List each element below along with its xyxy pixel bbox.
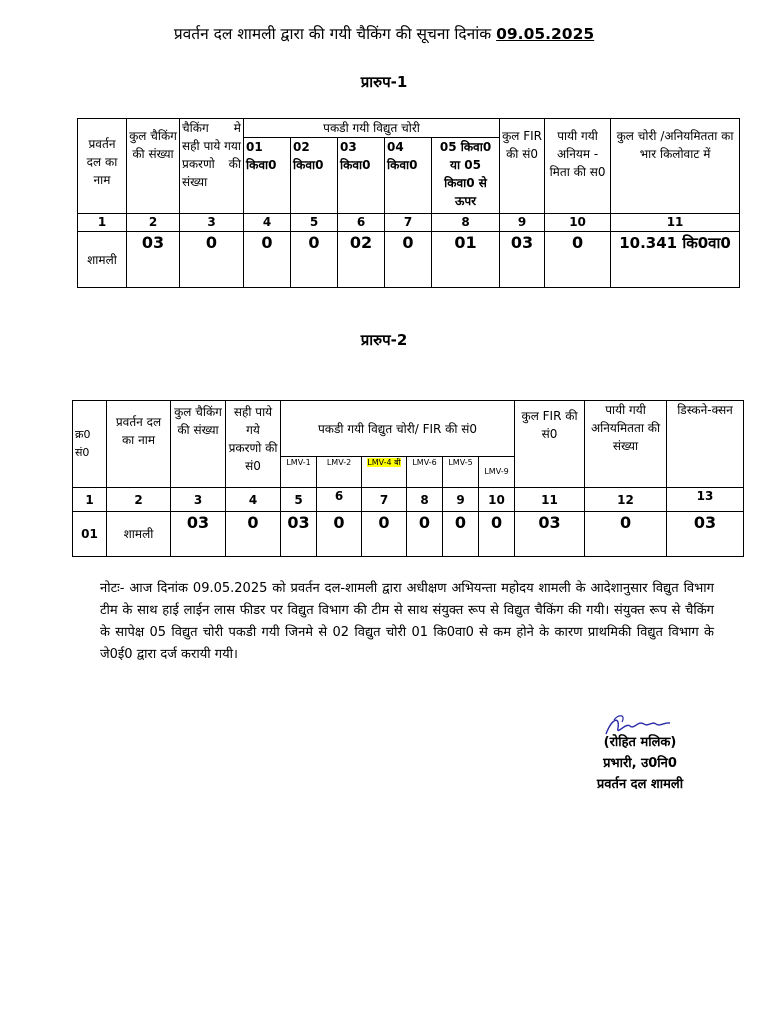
f1-cell: 03 [500, 232, 545, 288]
f1-cell: 0 [385, 232, 432, 288]
f2-num: 1 [73, 488, 107, 512]
f1-cell: 0 [291, 232, 338, 288]
f1-num: 11 [611, 214, 740, 232]
f2-header-total-fir: कुल FIR की सं0 [515, 401, 585, 488]
f1-num: 10 [545, 214, 611, 232]
f2-num: 12 [585, 488, 667, 512]
f2-num: 4 [226, 488, 281, 512]
title-text: प्रवर्तन दल शामली द्वारा की गयी चैकिंग की सूचना दिनांक [173, 25, 492, 43]
f2-header-team: प्रवर्तन दल का नाम [107, 401, 171, 488]
f2-header-correct-cases: सही पाये गये प्रकरणो की सं0 [226, 401, 281, 488]
f2-num: 2 [107, 488, 171, 512]
format2-table [72, 400, 744, 557]
f2-cell: 0 [585, 512, 667, 557]
f1-header-total-checking: कुल चैकिंग की संख्या [127, 119, 180, 214]
f2-num: 5 [281, 488, 317, 512]
f2-cell-serial: 01 [73, 512, 107, 557]
f1-header-3kw: 03 किवा0 [338, 138, 385, 214]
f2-cell: 03 [281, 512, 317, 557]
f2-cell: 03 [667, 512, 744, 557]
signatory-name: (रोहित मलिक) [603, 735, 677, 750]
f1-header-1kw: 01 किवा0 [244, 138, 291, 214]
signatory-designation: प्रभारी, उ0नि0 [603, 756, 677, 771]
table-row [78, 232, 740, 288]
f2-num: 8 [407, 488, 443, 512]
f1-cell: 02 [338, 232, 385, 288]
f2-num: 9 [443, 488, 479, 512]
f2-sub-lmv5: LMV-5 [443, 457, 479, 488]
f1-header-team: प्रवर्तन दल का नाम [78, 119, 127, 214]
f2-header-serial: क्र0 सं0 [73, 401, 107, 488]
f2-num: 10 [479, 488, 515, 512]
f1-header-total-fir: कुल FIR की सं0 [500, 119, 545, 214]
f2-sub-lmv4b: LMV-4 बी [367, 458, 401, 467]
f2-sub-lmv2: LMV-2 [317, 457, 362, 488]
f2-num: 11 [515, 488, 585, 512]
f2-sub-lmv9: LMV-9 [479, 457, 515, 488]
f2-cell: 0 [362, 512, 407, 557]
signatory-office: प्रवर्तन दल शामली [596, 777, 684, 792]
f1-header-load: कुल चोरी /अनियमितता का भार किलोवाट में [611, 119, 740, 214]
table-row [73, 512, 744, 557]
f1-num: 2 [127, 214, 180, 232]
f1-header-correct-cases: चैकिंग मे सही पाये गया प्रकरणो की संख्या [180, 119, 244, 214]
f2-sub-lmv4b-cell [362, 457, 407, 488]
f2-header-irregularity: पायी गयी अनियमितता की संख्या [585, 401, 667, 488]
f2-cell: 0 [317, 512, 362, 557]
f2-sub-lmv6: LMV-6 [407, 457, 443, 488]
f2-cell-team: शामली [107, 512, 171, 557]
f2-num: 13 [667, 488, 744, 512]
f1-cell: 01 [432, 232, 500, 288]
format1-table [77, 118, 740, 288]
f1-num: 1 [78, 214, 127, 232]
f1-header-irregularity: पायी गयी अनियम - मिता की स0 [545, 119, 611, 214]
f2-cell: 0 [443, 512, 479, 557]
f1-header-5kw: 05 किवा0 या 05 किवा0 से ऊपर [432, 138, 500, 214]
f1-num: 5 [291, 214, 338, 232]
f1-header-4kw: 04 किवा0 [385, 138, 432, 214]
f1-cell: 0 [244, 232, 291, 288]
format2-heading: प्रारुप-2 [360, 331, 408, 349]
f1-header-2kw: 02 किवा0 [291, 138, 338, 214]
f1-num: 4 [244, 214, 291, 232]
f2-cell: 0 [226, 512, 281, 557]
f2-cell: 0 [407, 512, 443, 557]
f1-num: 3 [180, 214, 244, 232]
format1-heading: प्रारुप-1 [360, 73, 408, 91]
f1-cell: 0 [180, 232, 244, 288]
f2-header-disconnection: डिस्कने-क्सन [667, 401, 744, 488]
f1-num: 6 [338, 214, 385, 232]
f1-num: 8 [432, 214, 500, 232]
f1-cell-team: शामली [78, 232, 127, 288]
f2-num: 3 [171, 488, 226, 512]
f1-num: 9 [500, 214, 545, 232]
document-title [0, 22, 768, 44]
f1-cell: 0 [545, 232, 611, 288]
f1-cell-load: 10.341 कि0वा0 [611, 232, 740, 288]
f2-num: 7 [362, 488, 407, 512]
note-paragraph: नोटः- आज दिनांक 09.05.2025 को प्रवर्तन दल-शामली द्वारा अधीक्षण अभियन्ता महोदय शामली के आदेशानुसार विद्युत विभाग टीम के साथ हाई लाईन लास फीडर पर विद्युत विभाग की टीम से साथ संयुक्त रूप से विद्युत चैकिंग की गयी। संयुक्त रूप से चैकिंग के सापेक्ष 05 विद्युत चोरी पकडी गयी जिनमे से 02 विद्युत चोरी 01 कि0वा0 से कम होने के कारण प्राथमिकी विद्युत विभाग के जे0ई0 द्वारा दर्ज करायी गयी। [100, 581, 714, 662]
f2-sub-lmv1: LMV-1 [281, 457, 317, 488]
f1-header-theft-group: पकडी गयी विद्युत चोरी [244, 119, 500, 138]
f2-num: 6 [317, 488, 362, 512]
f2-cell: 03 [171, 512, 226, 557]
f2-header-theft-group: पकडी गयी विद्युत चोरी/ FIR की सं0 [281, 401, 515, 457]
f2-cell: 03 [515, 512, 585, 557]
f2-cell: 0 [479, 512, 515, 557]
f2-header-total-checking: कुल चैकिंग की संख्या [171, 401, 226, 488]
f1-num: 7 [385, 214, 432, 232]
title-date: 09.05.2025 [496, 25, 595, 43]
f1-cell: 03 [127, 232, 180, 288]
